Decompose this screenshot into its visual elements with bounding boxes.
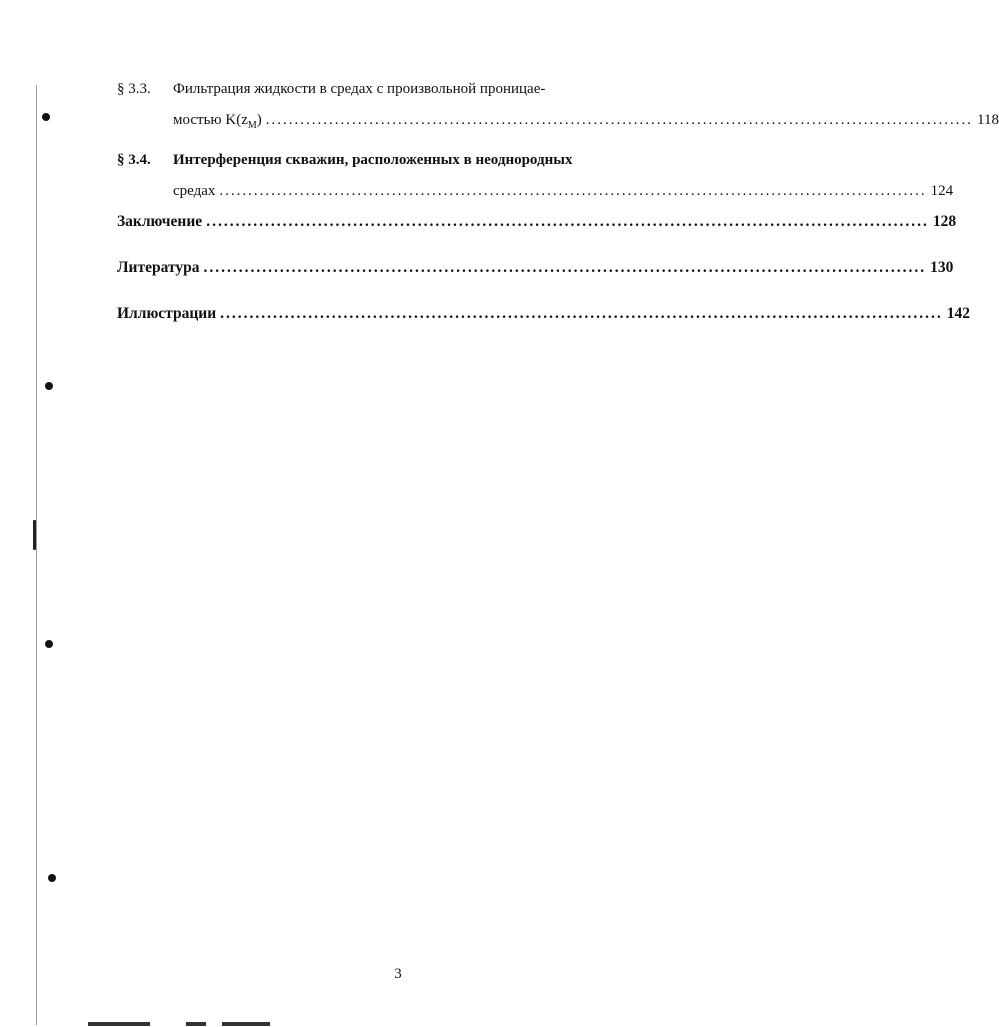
toc-entry-conclusion [117,211,957,233]
toc-entry-illustrations [117,303,971,325]
scan-artifact-bar [222,1022,270,1026]
punch-hole-dot [42,113,50,121]
page-ref: 130 [930,259,954,276]
page-number: 3 [394,966,402,982]
chapter-title: Иллюстрации [117,305,217,322]
page-ref: 124 [930,183,954,199]
margin-mark [33,520,36,550]
chapter-title: Заключение [117,213,203,230]
scan-artifact-bar [88,1022,150,1026]
toc-entry-literature [117,257,954,279]
leader-dots: ........................................................................................................................... [203,259,927,276]
section-number: § 3.4. [117,152,151,168]
leader-dots: ........................................................................................................................... [220,305,943,322]
toc-entry-3-4-continuation [117,180,954,202]
chapter-title: Литература [117,259,200,276]
punch-hole-dot [45,640,53,648]
toc-entry-3-3 [117,78,711,100]
page-ref: 128 [932,213,957,230]
page-ref: 118 [977,112,999,128]
binding-margin-line [36,85,37,1025]
toc-entry-3-4 [117,149,711,171]
page-ref: 142 [946,305,971,322]
leader-dots: ........................................................................................................................... [219,183,927,199]
section-title-continuation: мостью $K(z_M)$ [173,112,262,131]
leader-dots: ........................................................................................................................... [206,213,929,230]
section-title: Фильтрация жидкости в средах с произвольной проницае- [173,81,546,97]
scan-artifact-bar [186,1022,206,1026]
toc-entry-3-3-continuation [117,109,999,137]
punch-hole-dot [48,874,56,882]
section-title: Интерференция скважин, расположенных в неоднородных [173,152,573,168]
leader-dots: ........................................................................................................................... [265,112,974,128]
section-number: § 3.3. [117,81,151,97]
section-title-continuation: средах [173,183,216,199]
table-of-contents [117,78,999,325]
punch-hole-dot [45,382,53,390]
